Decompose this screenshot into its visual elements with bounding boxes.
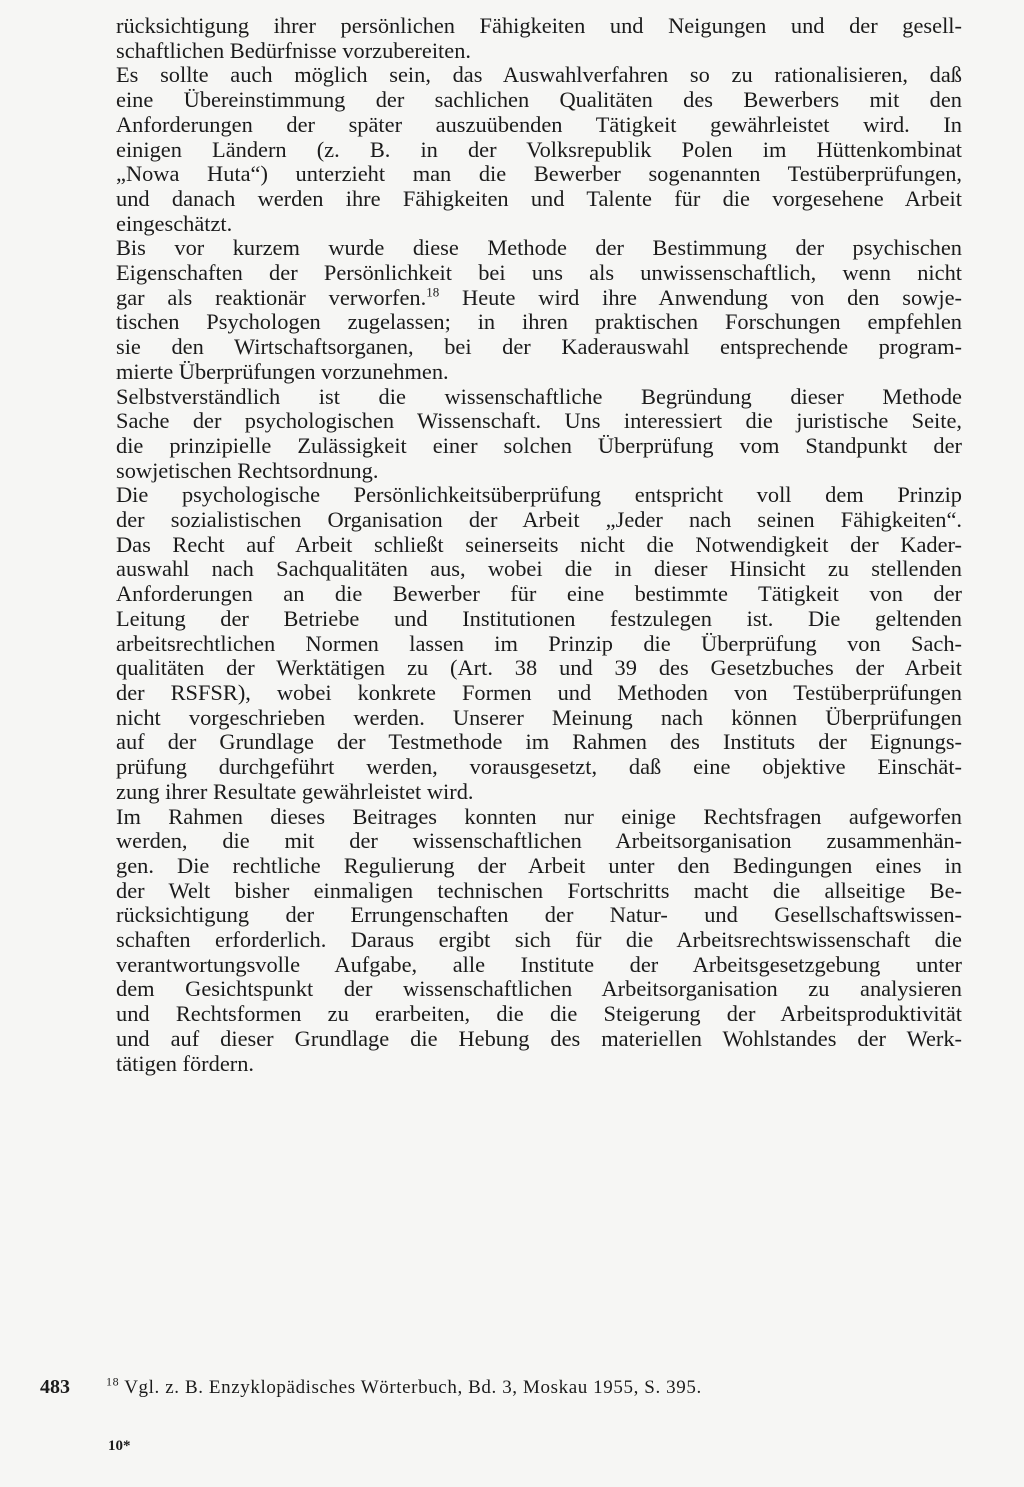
paragraph-4 [116, 385, 962, 484]
text-line: rücksichtigung der Errungenschaften der Natur- und Gesellschaftswissen- [116, 902, 962, 928]
page-number: 483 [40, 1376, 70, 1398]
paragraph-2 [116, 63, 962, 236]
text-line: und danach werden ihre Fähigkeiten und Talente für die vorgesehene Arbeit [116, 185, 962, 211]
text-line: Das Recht auf Arbeit schließt seinerseits nicht die Notwendigkeit der Kader- [116, 531, 962, 557]
text-line: werden, die mit der wissenschaftlichen Arbeitsorganisation zusammenhän- [116, 828, 962, 854]
text-line: tischen Psychologen zugelassen; in ihren praktischen Forschungen empfehlen [116, 309, 962, 335]
text-line: qualitäten der Werktätigen zu (Art. 38 und 39 des Gesetzbuches der Arbeit [116, 655, 962, 681]
text-line: und auf dieser Grundlage die Hebung des materiellen Wohlstandes der Werk- [116, 1025, 962, 1051]
text-line: eingeschätzt. [116, 210, 233, 236]
text-line: mierte Überprüfungen vorzunehmen. [116, 358, 449, 384]
text-line: prüfung durchgeführt werden, vorausgesetzt, daß eine objektive Einschät- [116, 754, 962, 780]
text-line: sowjetischen Rechtsordnung. [116, 457, 379, 483]
text-line: Sache der psychologischen Wissenschaft. Uns interessiert die juristische Seite, [116, 408, 962, 434]
text-line: Es sollte auch möglich sein, das Auswahlverfahren so zu rationalisieren, daß [116, 62, 962, 88]
text-line: eine Übereinstimmung der sachlichen Qualitäten des Bewerbers mit den [116, 87, 962, 113]
text-line: rücksichtigung ihrer persönlichen Fähigkeiten und Neigungen und der gesell- [116, 13, 962, 38]
text-segment: Heute wird ihre Anwendung von den sowje- [439, 284, 962, 310]
paragraph-1 [116, 14, 962, 63]
text-line: arbeitsrechtlichen Normen lassen im Prinzip die Überprüfung von Sach- [116, 630, 962, 656]
text-line: zung ihrer Resultate gewährleistet wird. [116, 778, 474, 804]
text-line: der sozialistischen Organisation der Arbeit „Jeder nach seinen Fähigkeiten“. [116, 507, 962, 533]
text-line: schaften erforderlich. Daraus ergibt sich für die Arbeitsrechtswissenschaft die [116, 927, 962, 953]
text-line: Bis vor kurzem wurde diese Methode der Bestimmung der psychischen [116, 235, 962, 261]
text-line: verantwortungsvolle Aufgabe, alle Institute der Arbeitsgesetzgebung unter [116, 951, 962, 977]
text-line: Leitung der Betriebe und Institutionen festzulegen ist. Die geltenden [116, 605, 962, 631]
text-line: Die psychologische Persönlichkeitsüberprüfung entspricht voll dem Prinzip [116, 482, 962, 508]
text-line: der Welt bisher einmaligen technischen Fortschritts macht die allseitige Be- [116, 877, 962, 903]
text-line: Anforderungen an die Bewerber für eine bestimmte Tätigkeit von der [116, 581, 962, 607]
text-line: Anforderungen der später auszuübenden Tätigkeit gewährleistet wird. In [116, 111, 962, 137]
footnote [106, 1374, 702, 1399]
text-line: tätigen fördern. [116, 1050, 255, 1076]
body-text [116, 14, 962, 1076]
footnote-reference: 18 [426, 284, 440, 300]
footnote-mark: 18 [106, 1374, 120, 1389]
text-line: die prinzipielle Zulässigkeit einer solchen Überprüfung vom Standpunkt der [116, 432, 962, 458]
text-line: nicht vorgeschrieben werden. Unserer Meinung nach können Überprüfungen [116, 704, 962, 730]
text-segment: gar als reaktionär verworfen. [116, 284, 427, 310]
text-line: „Nowa Huta“) unterzieht man die Bewerber sogenannten Testüberprüfungen, [116, 161, 962, 187]
text-line: einigen Ländern (z. B. in der Volksrepublik Polen im Hüttenkombinat [116, 136, 962, 162]
text-line: gen. Die rechtliche Regulierung der Arbeit unter den Bedingungen eines in [116, 852, 962, 878]
footnote-text: Vgl. z. B. Enzyklopädisches Wörterbuch, Bd. 3, Moskau 1955, S. 395. [119, 1377, 702, 1398]
text-line: Eigenschaften der Persönlichkeit bei uns als unwissenschaftlich, wenn nicht [116, 260, 962, 286]
signature-mark: 10* [108, 1438, 131, 1454]
text-line: Im Rahmen dieses Beitrages konnten nur einige Rechtsfragen aufgeworfen [116, 803, 962, 829]
text-line: Selbstverständlich ist die wissenschaftliche Begründung dieser Methode [116, 383, 962, 409]
text-line: sie den Wirtschaftsorganen, bei der Kaderauswahl entsprechende program- [116, 334, 962, 360]
paragraph-3 [116, 236, 962, 384]
paragraph-5 [116, 483, 962, 804]
text-line: auf der Grundlage der Testmethode im Rahmen des Instituts der Eignungs- [116, 729, 962, 755]
text-line: schaftlichen Bedürfnisse vorzubereiten. [116, 37, 472, 63]
paragraph-6 [116, 805, 962, 1077]
text-line: und Rechtsformen zu erarbeiten, die die Steigerung der Arbeitsproduktivität [116, 1001, 962, 1027]
text-line-with-footnote [116, 286, 962, 311]
text-line: auswahl nach Sachqualitäten aus, wobei die in dieser Hinsicht zu stellenden [116, 556, 962, 582]
text-line: der RSFSR), wobei konkrete Formen und Methoden von Testüberprüfungen [116, 679, 962, 705]
text-line: dem Gesichtspunkt der wissenschaftlichen Arbeitsorganisation zu analysieren [116, 976, 962, 1002]
